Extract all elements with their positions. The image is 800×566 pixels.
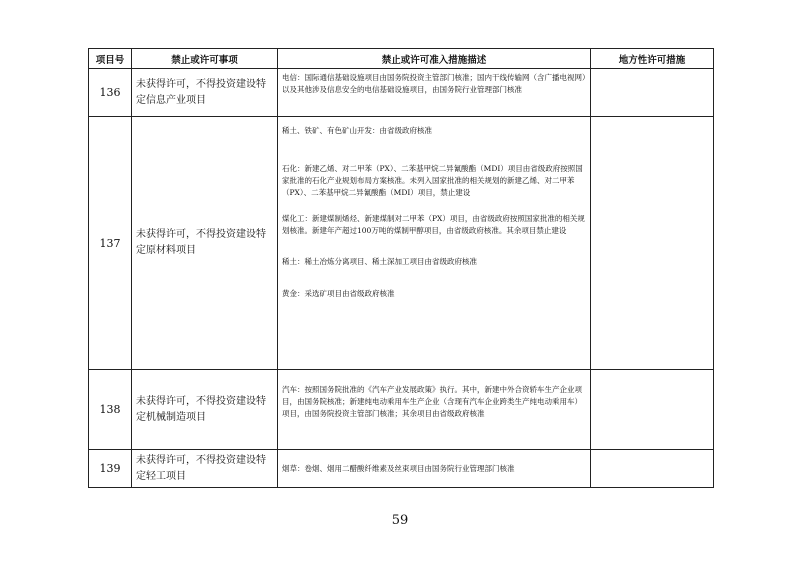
permit-measures-table (88, 48, 714, 488)
row-local-measures (591, 450, 714, 488)
row-matter: 未获得许可，不得投资建设特定信息产业项目 (132, 69, 278, 117)
row-number: 138 (89, 370, 132, 450)
row-number: 136 (89, 69, 132, 117)
row-local-measures (591, 370, 714, 450)
description-paragraph: 煤化工：新建煤制烯烃、新建煤制对二甲苯（PX）项目，由省级政府按照国家批准的相关规划核准。新建年产超过100万吨的煤制甲醇项目，由省级政府核准。其余项目禁止建设 (282, 214, 585, 235)
row-description (278, 117, 591, 370)
table-row (89, 69, 714, 117)
header-matter: 禁止或许可事项 (132, 49, 278, 69)
header-item-number: 项目号 (89, 49, 132, 69)
description-paragraph: 烟草：卷烟、烟用二醋酸纤维素及丝束项目由国务院行业管理部门核准 (282, 463, 515, 473)
description-paragraph: 汽车：按照国务院批准的《汽车产业发展政策》执行。其中，新建中外合资轿车生产企业项目，由国务院核准；新建纯电动乘用车生产企业（含现有汽车企业跨类生产纯电动乘用车）项目，由国务院投资主管部门核准；其余项目由省级政府核准 (282, 385, 582, 418)
header-description: 禁止或许可准入措施描述 (278, 49, 591, 69)
row-matter: 未获得许可，不得投资建设特定机械制造项目 (132, 370, 278, 450)
row-matter: 未获得许可，不得投资建设特定原材料项目 (132, 117, 278, 370)
description-paragraph: 石化：新建乙烯、对二甲苯（PX）、二苯基甲烷二异氰酸酯（MDI）项目由省级政府按照国家批准的石化产业规划布局方案核准。未列入国家批准的相关规划的新建乙烯、对二甲苯（PX）、二苯基甲烷二异氰酸酯（MDI）项目，禁止建设 (282, 164, 583, 197)
description-paragraph: 电信：国际通信基础设施项目由国务院投资主管部门核准；国内干线传输网（含广播电视网）以及其他涉及信息安全的电信基础设施项目，由国务院行业管理部门核准 (282, 73, 586, 94)
header-local-measures: 地方性许可措施 (591, 49, 714, 69)
table-row (89, 117, 714, 370)
table-row (89, 450, 714, 488)
description-paragraph: 黄金：采选矿项目由省级政府核准 (282, 289, 395, 298)
description-paragraph: 稀土、铁矿、有色矿山开发：由省级政府核准 (282, 126, 432, 135)
table-row (89, 370, 714, 450)
row-description (278, 370, 591, 450)
row-number: 137 (89, 117, 132, 370)
description-paragraph: 稀土：稀土冶炼分离项目、稀土深加工项目由省级政府核准 (282, 257, 477, 266)
row-local-measures (591, 69, 714, 117)
table-header-row (89, 49, 714, 69)
row-number: 139 (89, 450, 132, 488)
row-local-measures (591, 117, 714, 370)
row-description (278, 450, 591, 488)
page-number: 59 (391, 513, 409, 528)
row-description (278, 69, 591, 117)
row-matter: 未获得许可，不得投资建设特定轻工项目 (132, 450, 278, 488)
